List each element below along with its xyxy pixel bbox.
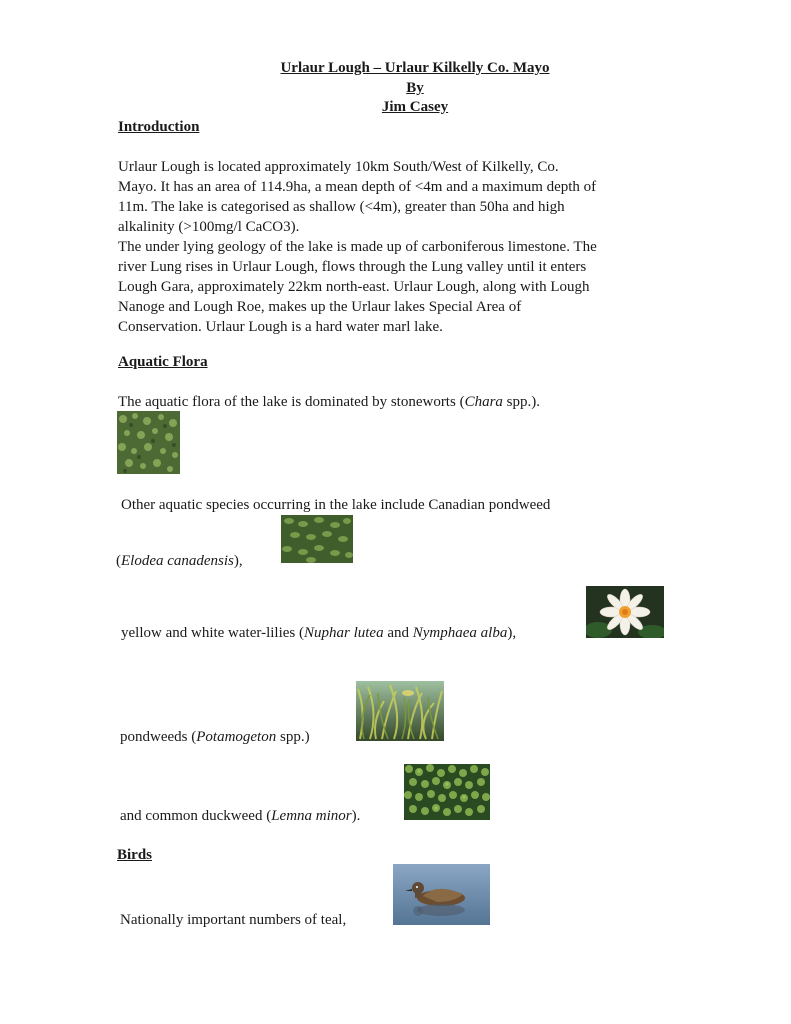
intro-line: Conservation. Urlaur Lough is a hard water marl lake. [118,319,443,335]
canadian-pondweed-photo [281,515,353,563]
species-name: Chara [464,394,503,410]
other-species-sentence: Other aquatic species occurring in the lake include Canadian pondweed [121,497,551,513]
species-name: Nuphar lutea [303,625,384,641]
intro-line: The under lying geology of the lake is made up of carboniferous limestone. The [118,239,597,255]
intro-line: alkalinity (>100mg/l CaCO3). [118,219,300,235]
species-name: Elodea canadensis [121,553,234,569]
introduction-heading: Introduction [118,119,200,135]
duckweed-photo [404,764,490,820]
intro-line: Lough Gara, approximately 22km north-east. Urlaur Lough, along with Lough [118,279,590,295]
water-lilies-sentence: yellow and white water-lilies (Nuphar lutea and Nymphaea alba), [121,625,517,641]
author-name: Jim Casey [381,99,449,115]
teal-photo [393,864,490,925]
pondweeds-sentence: pondweeds (Potamogeton spp.) [120,729,310,745]
document-title: Urlaur Lough – Urlaur Kilkelly Co. Mayo [280,60,550,76]
pondweed-photo [356,681,444,741]
stoneworts-sentence: The aquatic flora of the lake is dominated by stoneworts (Chara spp.). [118,394,540,410]
species-name: Potamogeton [196,729,277,745]
intro-line: Urlaur Lough is located approximately 10km South/West of Kilkelly, Co. [118,159,559,175]
species-name: Nymphaea alba [412,625,508,641]
aquatic-flora-heading: Aquatic Flora [118,354,208,370]
elodea-sentence: (Elodea canadensis), [116,553,243,569]
byline-by: By [406,80,424,96]
intro-line: 11m. The lake is categorised as shallow (<4m), greater than 50ha and high [118,199,565,215]
birds-heading: Birds [117,847,153,863]
intro-line: Nanoge and Lough Roe, makes up the Urlaur lakes Special Area of [118,299,522,315]
stonewort-photo [117,411,180,474]
species-name: Lemna minor [271,808,352,824]
intro-line: Mayo. It has an area of 114.9ha, a mean depth of <4m and a maximum depth of [118,179,597,195]
intro-line: river Lung rises in Urlaur Lough, flows through the Lung valley until it enters [118,259,587,275]
introduction-paragraph [118,157,597,337]
teal-sentence: Nationally important numbers of teal, [120,912,347,928]
water-lily-photo [586,586,664,638]
duckweed-sentence: and common duckweed (Lemna minor). [120,808,361,824]
